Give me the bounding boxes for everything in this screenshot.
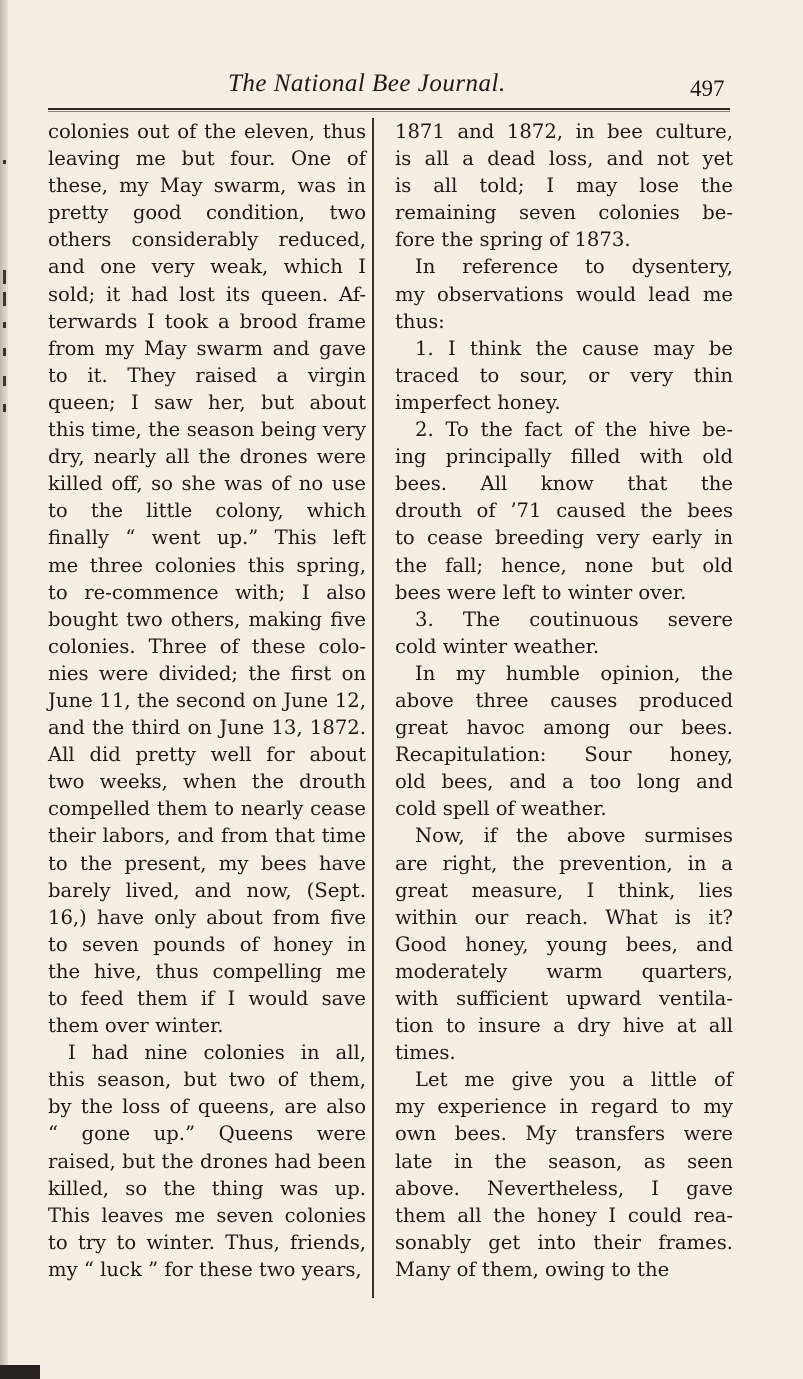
text-line: Good honey, young bees, and [395,932,733,956]
margin-mark [3,270,6,284]
margin-mark [3,404,6,412]
text-line: to the little colony, which [48,499,366,523]
text-line: own bees. My transfers were [395,1122,733,1146]
text-line: are right, the prevention, in a [395,851,733,875]
text-line: 2. To the fact of the hive be- [415,418,733,442]
page-number: 497 [690,76,725,101]
text-line: pretty good condition, two [48,201,366,225]
text-line: colonies. Three of these colo- [48,634,366,658]
text-line: imperfect honey. [395,390,561,414]
margin-mark [3,376,6,386]
text-line: Now, if the above surmises [415,824,733,848]
text-line: their labors, and from that time [48,824,366,848]
text-line: 16,) have only about from five [48,905,366,929]
text-line: this season, but two of them, [48,1068,366,1092]
text-line: them all the honey I could rea- [395,1203,733,1227]
text-line: bought two others, making five [48,607,366,631]
text-line: queen; I saw her, but about [48,390,366,414]
text-line: 1871 and 1872, in bee culture, [395,120,733,143]
right-column [395,118,733,1283]
text-line: these, my May swarm, was in [48,174,366,198]
text-line: finally “ went up.” This left [48,526,366,550]
text-line: I had nine colonies in all, [68,1041,366,1065]
text-line: is all told; I may lose the [395,174,733,198]
text-line: the fall; hence, none but old [395,553,733,577]
text-line: This leaves me seven colonies [48,1203,366,1227]
text-line: killed off, so she was of no use [48,472,366,496]
margin-mark [3,348,6,356]
text-line: to seven pounds of honey in [48,932,366,956]
text-line: compelled them to nearly cease [48,797,366,821]
running-header [0,60,803,110]
text-line: moderately warm quarters, [395,959,733,983]
text-line: late in the season, as seen [395,1149,733,1173]
text-line: traced to sour, or very thin [395,363,733,387]
text-line: All did pretty well for about [48,743,366,767]
margin-mark [3,322,6,328]
text-line: leaving me but four. One of [48,147,366,171]
text-line: Many of them, owing to the [395,1257,670,1281]
text-line: June 11, the second on June 12, [48,688,366,712]
text-line: thus: [395,309,445,333]
text-line: great measure, I think, lies [395,878,733,902]
text-line: fore the spring of 1873. [395,228,631,252]
text-line: is all a dead loss, and not yet [395,147,733,171]
text-line: to cease breeding very early in [395,526,733,550]
text-line: In reference to dysentery, [415,255,733,279]
text-line: from my May swarm and gave [48,336,366,360]
text-line: my experience in regard to my [395,1095,733,1119]
page-bottom-edge [0,1365,40,1379]
column-divider [372,118,374,1298]
text-line: within our reach. What is it? [395,905,733,929]
text-line: old bees, and a too long and [395,770,733,794]
text-line: Let me give you a little of [415,1068,733,1092]
text-line: others considerably reduced, [48,228,366,252]
text-line: by the loss of queens, are also [48,1095,366,1119]
text-line: nies were divided; the first on [48,661,366,685]
text-line: them over winter. [48,1014,224,1038]
text-line: Recapitulation: Sour honey, [395,743,733,767]
text-line: above. Nevertheless, I gave [395,1176,733,1200]
journal-title: The National Bee Journal. [228,70,506,97]
text-line: two weeks, when the drouth [48,770,366,794]
text-line: above three causes produced [395,688,733,712]
text-line: times. [395,1041,456,1065]
text-line: raised, but the drones had been [48,1149,366,1173]
text-line: great havoc among our bees. [395,716,733,740]
text-line: In my humble opinion, the [415,661,733,685]
text-line: colonies out of the eleven, thus [48,120,366,143]
text-line: cold spell of weather. [395,797,607,821]
text-line: killed, so the thing was up. [48,1176,366,1200]
text-line: my observations would lead me [395,282,733,306]
text-line: bees were left to winter over. [395,580,687,604]
text-line: me three colonies this spring, [48,553,366,577]
text-line: terwards I took a brood frame [48,309,366,333]
text-line: tion to insure a dry hive at all [395,1014,733,1038]
text-line: bees. All know that the [395,472,733,496]
text-line: with sufficient upward ventila- [395,987,733,1010]
text-line: and the third on June 13, 1872. [48,716,366,740]
binding-edge [0,0,8,1379]
text-line: this time, the season being very [48,418,366,442]
left-column [48,118,366,1283]
text-line: remaining seven colonies be- [395,201,733,225]
text-line: drouth of ’71 caused the bees [395,499,733,523]
text-line: “ gone up.” Queens were [48,1122,366,1146]
text-line: to the present, my bees have [48,851,366,875]
text-line: to try to winter. Thus, friends, [48,1230,366,1254]
text-line: cold winter weather. [395,634,600,658]
header-rule-thin [48,111,730,112]
margin-mark [3,292,6,306]
text-line: to re-commence with; I also [48,580,366,604]
text-line: barely lived, and now, (Sept. [48,878,366,902]
header-rule [48,108,730,110]
text-line: and one very weak, which I [48,255,366,279]
text-line: dry, nearly all the drones were [48,445,366,469]
margin-mark [3,160,6,164]
text-line: sonably get into their frames. [395,1230,733,1254]
text-line: sold; it had lost its queen. Af- [48,282,366,306]
text-line: to feed them if I would save [48,987,366,1010]
text-line: to it. They raised a virgin [48,363,366,387]
text-line: the hive, thus compelling me [48,959,366,983]
text-line: 1. I think the cause may be [415,336,733,360]
text-line: 3. The coutinuous severe [415,607,733,631]
text-line: my “ luck ” for these two years, [48,1257,362,1281]
text-line: ing principally filled with old [395,445,733,469]
